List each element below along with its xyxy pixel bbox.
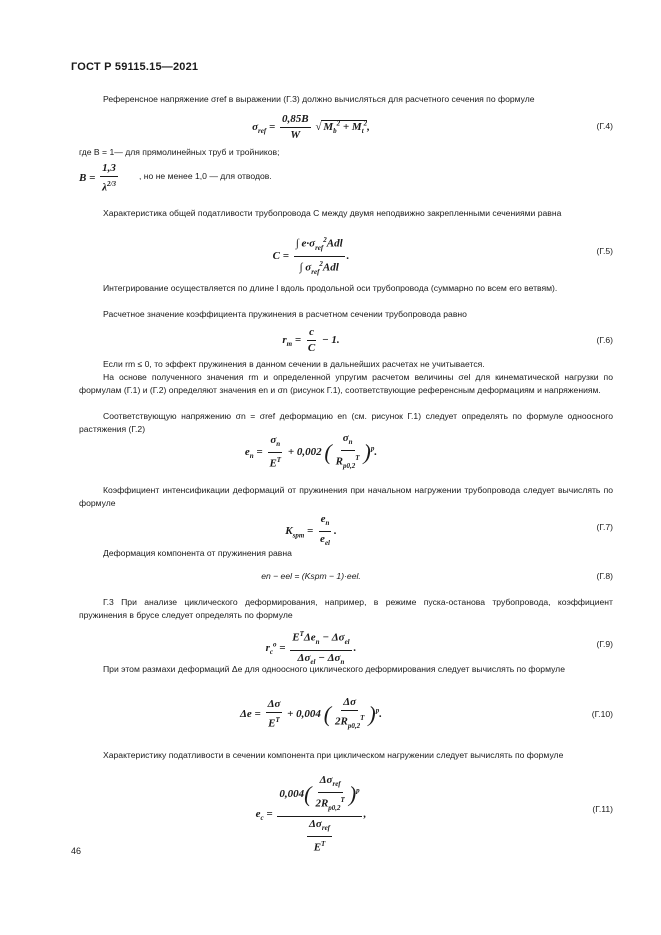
paragraph-b-straight: где B = 1— для прямолинейных труб и тройников;: [79, 147, 280, 157]
equation-g4: [79, 113, 613, 143]
equation-number: (Г.4): [596, 121, 613, 131]
equation-g6: [79, 326, 613, 358]
equation-g9: [79, 628, 613, 667]
equation-number: (Г.8): [596, 571, 613, 581]
equation-g5: [79, 234, 613, 276]
equation-b-bend: [79, 162, 613, 196]
equation-number: (Г.5): [596, 246, 613, 256]
document-header: ГОСТ Р 59115.15—2021: [71, 61, 199, 73]
equation-g7: [79, 513, 613, 548]
formula-g2: $e_n$ = $\frac{\sigma_n}{E^T}$ + 0,002 ( $\frac{\sigma_n}{R_{p0,2}^T}$ )$^p$.: [244, 432, 378, 471]
formula-g8: en − eel = (Kspm − 1)·eel.: [261, 571, 361, 581]
equation-g2: [79, 432, 613, 472]
paragraph-compliance-cyclic: Характеристику податливости в сечении компонента при циклическом нагружении следует вычислять по формуле: [103, 750, 564, 760]
paragraph-compliance: Характеристика общей податливости трубопровода C между двумя неподвижно закрепленными сечениями равна: [103, 208, 562, 218]
formula-g5: C = $\frac{\int e\cdot\sigma_{ref}^2Adl}{\int \sigma_{ref}^2Adl}$ .: [272, 236, 350, 276]
equation-g11: [79, 774, 613, 854]
equation-number: (Г.10): [591, 709, 613, 719]
paragraph-values: На основе полученного значения rm и определенной упругим расчетом величины σel для кинематической нагрузки по формулам (Г.1) и (Г.2) определяют значения en и σn (рисунок Г.1), соответствующие референсным деформациям и напряжениям.: [79, 372, 613, 395]
formula-g4: $\sigma_{ref}$ = $\frac{0,85B}{W}$ √ $M_b^2 + M_t^2$,: [252, 113, 370, 141]
paragraph-component-deformation: Деформация компонента от пружинения равна: [103, 548, 292, 558]
formula-g9: $r_c^o$ = $\frac{E^T\Delta e_n - \Delta\sigma_{el}}{\Delta\sigma_{el} - \Delta\sigma_n}$ .: [265, 630, 357, 667]
equation-number: (Г.11): [592, 804, 613, 814]
formula-g11: $e_c$ = 0,004( $\frac{\Delta\sigma_{ref}}{2R_{p0,2}^T}$ )$^p$ $\frac{\Delta\sigma_{ref}}{E^T}$ ,: [255, 774, 367, 854]
paragraph-ref-stress: Референсное напряжение σref в выражении (Г.3) должно вычисляться для расчетного сечения по формуле: [103, 94, 535, 104]
bend-condition-text: , но не менее 1,0 — для отводов.: [139, 171, 272, 181]
formula-g7: $K_{spm}$ = $\frac{e_n}{e_{el}}$ .: [285, 513, 337, 548]
paragraph-cyclic: Г.3 При анализе циклического деформирования, например, в режиме пуска-останова трубопровода, коэффициент пружинения в брусе следует определять по формуле: [79, 597, 613, 620]
paragraph-intensification: Коэффициент интенсификации деформаций от пружинения при начальном нагружении трубопровода следует вычислять по формуле: [79, 485, 613, 508]
paragraph-integration: Интегрирование осуществляется по длине l вдоль продольной оси трубопровода (суммарно по всем его ветвям).: [103, 283, 558, 293]
equation-number: (Г.6): [596, 335, 613, 345]
paragraph-spring-coeff: Расчетное значение коэффициента пружинения в расчетном сечении трубопровода равно: [103, 309, 467, 319]
equation-number: (Г.9): [596, 639, 613, 649]
formula-b-bend: B = $\frac{1,3}{\lambda^{2/3}}$: [79, 162, 116, 194]
page-number: 46: [71, 846, 82, 856]
equation-g8: [79, 569, 613, 585]
formula-g6: $r_m$ = $\frac{c}{C}$ − 1.: [282, 326, 340, 354]
paragraph-strain-range: При этом размахи деформаций Δe для одноосного циклического деформирования следует вычислять по формуле: [103, 664, 565, 674]
paragraph-deformation: Соответствующую напряжению σn = σref деформацию en (см. рисунок Г.1) следует определять по формуле одноосного растяжения (Г.2): [79, 411, 613, 434]
formula-g10: Δe = $\frac{\Delta\sigma}{E^T}$ + 0,004 ( $\frac{\Delta\sigma}{2R_{p0,2}^T}$ )$^p$.: [240, 696, 382, 730]
equation-g10: [79, 696, 613, 736]
equation-number: (Г.7): [596, 522, 613, 532]
paragraph-rm-condition: Если rm ≤ 0, то эффект пружинения в данном сечении в дальнейших расчетах не учитывается.: [103, 359, 485, 369]
